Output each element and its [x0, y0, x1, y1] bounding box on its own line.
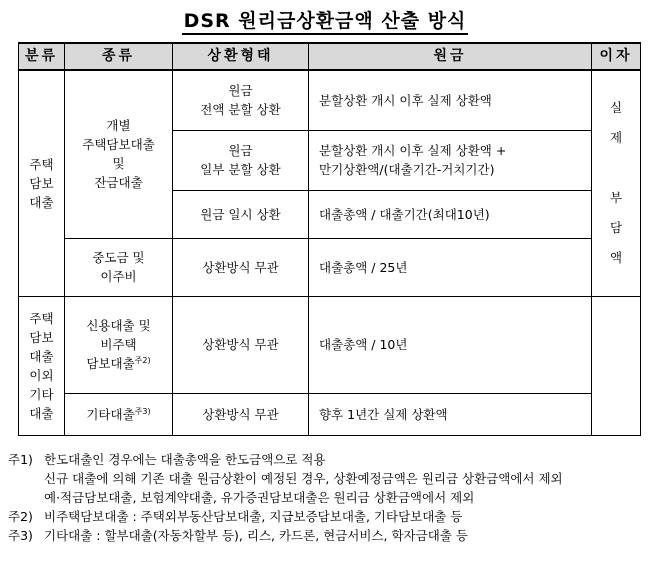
footnote-1-continuation: 예·적금담보대출, 보험계약대출, 유가증권담보대출은 원리금 상환금액에서 제외: [44, 490, 475, 505]
header-principal: 원금: [309, 43, 592, 70]
footnote-text: 비주택담보대출 : 주택외부동산담보대출, 지급보증담보대출, 기타담보대출 등: [44, 509, 463, 524]
method-any-interim: 상환방식 무관: [173, 238, 309, 296]
footnote-label: 주3): [8, 528, 33, 543]
type-credit-loan: 신용대출 및 비주택 담보대출$^{주2)}$: [65, 296, 173, 393]
category-other-loans: 주택 담보 대출 이외 기타 대출: [19, 296, 65, 435]
footnote-1: [8, 450, 648, 469]
footnote-mark-3: 주3): [134, 406, 151, 416]
principal-other: 향후 1년간 실제 상환액: [309, 393, 592, 435]
table-row: [19, 70, 641, 130]
header-type: 종류: [65, 43, 173, 70]
table-header-row: [19, 43, 641, 70]
footnote-label: 주1): [8, 452, 33, 467]
type-interim-payment: 중도금 및 이주비: [65, 238, 173, 296]
table-row: [19, 393, 641, 435]
footnote-2: [8, 507, 648, 526]
principal-partial-installment: 분할상환 개시 이후 실제 상환액 + 만기상환액/(대출기간-거치기간): [309, 130, 592, 190]
header-category: 분류: [19, 43, 65, 70]
footnote-3: [8, 526, 648, 545]
type-other-loan: 기타대출$^{주3)}$: [65, 393, 173, 435]
footnote-mark-2: 주2): [134, 355, 151, 365]
type-individual-mortgage: 개별 주택담보대출 및 잔금대출: [65, 70, 173, 238]
method-full-installment: 원금 전액 분할 상환: [173, 70, 309, 130]
principal-lump-sum: 대출총액 / 대출기간(최대10년): [309, 190, 592, 238]
table-row: [19, 296, 641, 393]
method-partial-installment: 원금 일부 분할 상환: [173, 130, 309, 190]
footnote-text: 한도대출인 경우에는 대출총액을 한도금액으로 적용: [44, 452, 326, 467]
method-any-other: 상환방식 무관: [173, 393, 309, 435]
method-any-credit: 상환방식 무관: [173, 296, 309, 393]
header-repayment-method: 상환형태: [173, 43, 309, 70]
page-title: DSR 원리금상환금액 산출 방식: [0, 6, 650, 33]
principal-interim: 대출총액 / 25년: [309, 238, 592, 296]
header-interest: 이자: [592, 43, 641, 70]
table-row: [19, 238, 641, 296]
principal-full-installment: 분할상환 개시 이후 실제 상환액: [309, 70, 592, 130]
method-lump-sum: 원금 일시 상환: [173, 190, 309, 238]
principal-credit: 대출총액 / 10년: [309, 296, 592, 393]
footnote-text: 기타대출 : 할부대출(자동차할부 등), 리스, 카드론, 현금서비스, 학자금대출 등: [44, 528, 468, 543]
dsr-table: [18, 42, 641, 436]
interest-empty: [592, 296, 641, 435]
footnotes: [8, 450, 648, 545]
footnote-label: 주2): [8, 509, 33, 524]
interest-actual-burden: 실 제 부 담 액: [592, 70, 641, 296]
category-mortgage: 주택 담보 대출: [19, 70, 65, 296]
footnote-1-continuation: 신규 대출에 의해 기존 대출 원금상환이 예정된 경우, 상환예정금액은 원리금 상환금액에서 제외: [44, 471, 563, 486]
